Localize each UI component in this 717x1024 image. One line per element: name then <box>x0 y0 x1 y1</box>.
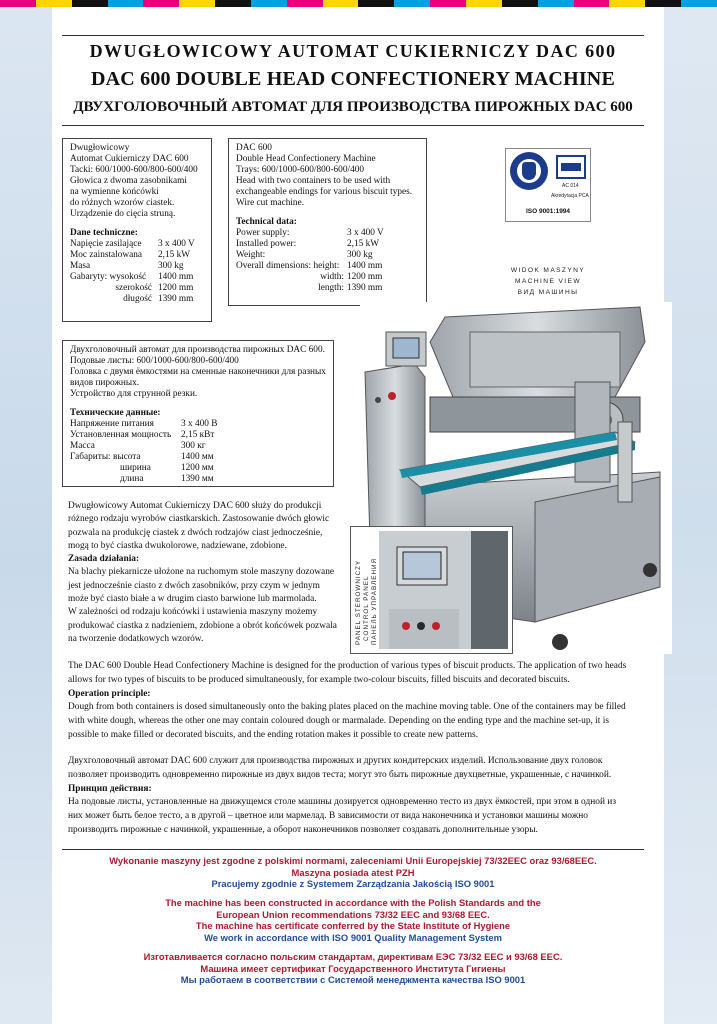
color-swatch <box>251 0 287 7</box>
footer-polish <box>62 855 644 890</box>
spec-value: 2,15 kW <box>347 239 380 249</box>
view-label <box>500 265 596 298</box>
spec-value: 3 x 400 V <box>158 239 195 249</box>
spec-label: Масса <box>70 441 95 451</box>
prose-line: produkować ciastka z nadzieniem, zdobione a obrót końcówek pozwala <box>68 620 337 631</box>
prose-english <box>68 660 640 743</box>
spec-label: length: <box>318 283 344 293</box>
prose-line: производить пирожные с начинкой, украшенные, а оборот наконечников позволяет создавать дополнительные узоры. <box>68 824 538 835</box>
footer-line: Изготавливается согласно польским стандартам, директивам ЕЭС 73/32 EEC и 93/68 EEC. <box>143 951 563 962</box>
spec-label: width: <box>320 272 344 282</box>
footer-line: Pracujemy zgodnie z Systemem Zarządzania Jakością ISO 9001 <box>211 878 495 889</box>
description-line: do różnych wzorów ciastek. <box>70 198 175 208</box>
color-swatch <box>645 0 681 7</box>
description-line: видов пирожных. <box>70 378 140 388</box>
view-label-line: MACHINE VIEW <box>515 278 581 285</box>
spec-row <box>70 474 326 485</box>
spec-value: 3 x 400 V <box>347 228 384 238</box>
certification-logo <box>505 148 591 222</box>
prose-line: них может быть белое тесто, а в другой – цветное или мармелад. В зависимости от вида наконечника и установки машины можно <box>68 811 588 822</box>
spec-box-russian <box>62 340 334 487</box>
pzh-seal-icon <box>510 152 548 190</box>
footer-line: The machine has been constructed in accordance with the Polish Standards and the <box>165 897 541 908</box>
spec-value: 2,15 kW <box>158 250 191 260</box>
spec-row <box>70 419 326 430</box>
spec-box-polish <box>62 138 212 322</box>
tech-heading: Технические данные: <box>70 408 161 418</box>
spec-value: 1390 mm <box>158 294 194 304</box>
color-swatch <box>394 0 430 7</box>
spec-label: szerokość <box>115 283 152 293</box>
color-swatch <box>215 0 251 7</box>
description-line: Trays: 600/1000-600/800-600/400 <box>236 165 365 175</box>
spec-label: Napięcie zasilające <box>70 239 142 249</box>
footer-rule <box>62 849 644 850</box>
color-swatch <box>0 0 36 7</box>
description-line: Urządzenie do cięcia struną. <box>70 209 176 219</box>
tech-heading: Technical data: <box>236 217 297 227</box>
spec-label: Напряжение питания <box>70 419 154 429</box>
title-russian: ДВУХГОЛОВОЧНЫЙ АВТОМАТ ДЛЯ ПРОИЗВОДСТВА ПИРОЖНЫХ DAC 600 <box>73 99 633 115</box>
description-line: DAC 600 <box>236 143 272 153</box>
spec-value: 2,15 кВт <box>181 430 215 440</box>
spec-value: 3 x 400 В <box>181 419 218 429</box>
prose-polish <box>68 500 352 646</box>
spec-label: длина <box>120 474 144 484</box>
color-swatch <box>143 0 179 7</box>
footer-line: The machine has certificate conferred by the State Institute of Hygiene <box>195 920 511 931</box>
description-line: Dwugłowicowy <box>70 143 130 153</box>
title-polish: DWUGŁOWICOWY AUTOMAT CUKIERNICZY DAC 600 <box>89 41 617 61</box>
spec-row <box>70 272 204 283</box>
prose-line: W zależności od rodzaju końcówki i ustawienia maszyny możemy <box>68 607 318 618</box>
spec-row <box>236 261 419 272</box>
prose-line: The DAC 600 Double Head Confectionery Machine is designed for the production of various types of biscuit products. The application of two heads <box>68 661 627 671</box>
logo-small-text: Akredytacja PCA <box>551 193 589 199</box>
description-line: Двухголовочный автомат для производства пирожных DAC 600. <box>70 345 325 355</box>
spec-value: 1400 мм <box>181 452 214 462</box>
prose-line: mogą to być ciastka dwukolorowe, nadziewane, zdobione. <box>68 540 287 551</box>
prose-line: pozwala na produkcję ciastek z dwóch rodzajów ciast jednocześnie, <box>68 527 323 538</box>
description-line: na wymienne końcówki <box>70 187 159 197</box>
prose-line: różnego rodzaju wyrobów ciastkarskich. Zastosowanie dwóch głowic <box>68 514 330 525</box>
control-panel-photo <box>379 531 508 649</box>
prose-russian <box>68 755 640 838</box>
color-swatch <box>538 0 574 7</box>
prose-line: with white dough, whereas the other one may contain coloured dough or marmalade. Depending on the ending type and the machine set-up, it is <box>68 716 609 727</box>
prose-line: allows for two types of biscuits to be produced simultaneously, for example two-colour biscuits, filled biscuits and decorated biscuits. <box>68 674 570 685</box>
header-rule <box>62 125 644 126</box>
color-swatch <box>287 0 323 7</box>
spec-value: 1200 mm <box>347 272 383 282</box>
spec-row <box>236 283 419 294</box>
spec-label: Weight: <box>236 250 266 260</box>
spec-label: ширина <box>120 463 151 473</box>
color-registration-strip <box>0 0 717 7</box>
color-swatch <box>502 0 538 7</box>
spec-row <box>70 463 326 474</box>
footer-line: Машина имеет сертификат Государственного Института Гигиены <box>200 962 506 974</box>
spec-label: Moc zainstalowana <box>70 250 143 260</box>
pca-accreditation-icon <box>556 155 586 179</box>
spec-label: Overall dimensions: height: <box>236 261 340 271</box>
panel-label-line: ПАНЕЛЬ УПРАВЛЕНИЯ <box>371 557 378 645</box>
logo-small-text: AC 014 <box>562 183 579 189</box>
spec-label: Gabaryty: wysokość <box>70 272 147 282</box>
color-swatch <box>430 0 466 7</box>
color-swatch <box>72 0 108 7</box>
description-line: Głowica z dwoma zasobnikami <box>70 176 187 186</box>
tech-heading: Dane techniczne: <box>70 228 138 238</box>
description-line: exchangeable endings for various biscuit types. <box>236 187 413 197</box>
panel-label-line: CONTROL PANEL <box>363 575 370 641</box>
spec-row <box>70 441 326 452</box>
color-swatch <box>36 0 72 7</box>
footer-line: Wykonanie maszyny jest zgodne z polskimi normami, zaleceniami Unii Europejskiej 73/32EEC oraz 93/68EEC. <box>109 855 597 866</box>
color-swatch <box>358 0 394 7</box>
spec-value: 1390 мм <box>181 474 214 484</box>
spec-label: Установленная мощность <box>70 430 172 440</box>
spec-value: 1200 mm <box>158 283 194 293</box>
prose-line: Двухголовочный автомат DAC 600 служит для производства пирожных и других кондитерских изделий. Использование двух головок <box>68 756 603 766</box>
footer-line: European Union recommendations 73/32 EEC and 93/68 EEC. <box>216 908 490 920</box>
spec-row <box>236 228 419 239</box>
left-margin-band <box>0 7 52 1024</box>
description-line: Head with two containers to be used with <box>236 176 391 186</box>
spec-value: 300 kg <box>347 250 373 260</box>
spec-row <box>70 250 204 261</box>
color-swatch <box>179 0 215 7</box>
description-line: Устройство для струнной резки. <box>70 389 198 399</box>
color-swatch <box>108 0 144 7</box>
footer-line: Maszyna posiada atest PZH <box>291 866 415 878</box>
spec-row <box>70 283 204 294</box>
description-lines <box>70 143 204 220</box>
prose-line: jest jednocześnie ciasto z dwóch zasobników, przy czym w jednym <box>68 580 320 591</box>
footer-english <box>62 897 644 943</box>
prose-line: na tworzenie dodatkowych wzorów. <box>68 633 204 644</box>
footer-russian <box>62 951 644 986</box>
spec-box-english <box>228 138 427 306</box>
spec-row <box>236 272 419 283</box>
spec-row <box>70 452 326 463</box>
prose-heading: Принцип действия: <box>68 783 152 794</box>
spec-row <box>70 430 326 441</box>
description-line: Головка с двумя ёмкостями на сменные наконечники для разных <box>70 367 326 377</box>
color-swatch <box>466 0 502 7</box>
spec-label: Габариты: высота <box>70 452 141 462</box>
title-english: DAC 600 DOUBLE HEAD CONFECTIONERY MACHINE <box>90 68 615 90</box>
color-swatch <box>609 0 645 7</box>
spec-value: 1390 mm <box>347 283 383 293</box>
spec-label: Masa <box>70 261 91 271</box>
spec-value: 1400 mm <box>158 272 194 282</box>
description-line: Double Head Confectionery Machine <box>236 154 376 164</box>
spec-row <box>70 239 204 250</box>
prose-line: Na blachy piekarnicze ułożone na ruchomym stole maszyny dozowane <box>68 567 335 578</box>
prose-heading: Zasada działania: <box>68 554 140 565</box>
description-line: Automat Cukierniczy DAC 600 <box>70 154 189 164</box>
top-rule <box>62 35 644 36</box>
spec-value: 1200 мм <box>181 463 214 473</box>
description-line: Подовые листы: 600/1000-600/800-600/400 <box>70 356 239 366</box>
spec-label: Power supply: <box>236 228 290 238</box>
view-label-line: WIDOK MASZYNY <box>510 267 586 274</box>
color-swatch <box>574 0 610 7</box>
description-line: Tacki: 600/1000-600/800-600/400 <box>70 165 198 175</box>
color-swatch <box>681 0 717 7</box>
prose-line: może być ciasto białe a w drugim ciasto barwione lub marmolada. <box>68 594 317 605</box>
spec-value: 1400 mm <box>347 261 383 271</box>
spec-row <box>70 294 204 305</box>
spec-label: długość <box>123 294 152 304</box>
control-panel-inset <box>350 526 513 654</box>
spec-row <box>236 250 419 261</box>
spec-row <box>70 261 204 272</box>
prose-line: позволяет производить одновременно пирожные из двух видов теста; могут это быть пирожные двухцветные, украшенные, с начинкой. <box>68 769 612 780</box>
iso-label: ISO 9001:1994 <box>525 208 571 215</box>
prose-heading: Operation principle: <box>68 688 151 699</box>
footer-line: We work in accordance with ISO 9001 Quality Management System <box>204 931 502 943</box>
footer-line: Мы работаем в соответствии с Системой менеджмента качества ISO 9001 <box>180 974 526 985</box>
color-swatch <box>323 0 359 7</box>
prose-line: Dwugłowicowy Automat Cukierniczy DAC 600 służy do produkcji <box>68 501 322 511</box>
description-line: Wire cut machine. <box>236 198 305 208</box>
prose-line: possible to make filled or decorated biscuits, and the ending rotation makes it possible to create new patterns. <box>68 729 479 740</box>
view-label-line: ВИД МАШИНЫ <box>517 289 579 296</box>
spec-value: 300 kg <box>158 261 184 271</box>
spec-value: 300 кг <box>181 441 206 451</box>
prose-line: Dough from both containers is dosed simultaneously onto the baking plates placed on the machine moving table. One of the containers may be filled <box>68 702 626 713</box>
spec-row <box>236 239 419 250</box>
panel-label-line: PANEL STEROWNICZY <box>355 559 362 645</box>
spec-label: Installed power: <box>236 239 297 249</box>
prose-line: На подовые листы, установленные на движущемся столе машины дозируется одновременно тесто из двух ёмкостей, при этом в одной из <box>68 797 617 808</box>
